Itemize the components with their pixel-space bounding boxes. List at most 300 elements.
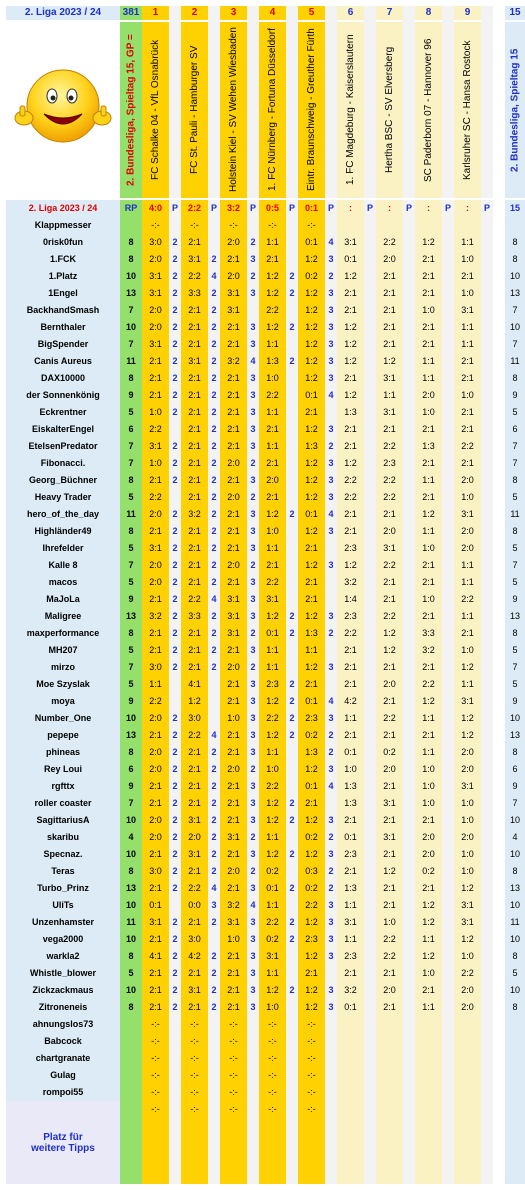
tip-points: 4 xyxy=(247,897,259,914)
tip-points xyxy=(403,965,415,982)
tip-cell: 2:1 xyxy=(298,591,325,608)
tip-cell: 1:1 xyxy=(454,336,481,353)
table-row xyxy=(6,438,518,455)
tip-points: 2 xyxy=(208,336,220,353)
tip-cell: 2:0 xyxy=(220,234,247,251)
player-name: hero_of_the_day xyxy=(6,506,120,523)
tip-points xyxy=(169,489,181,506)
tip-points: 3 xyxy=(247,982,259,999)
tip-cell: -:- xyxy=(298,1050,325,1067)
tip-cell: -:- xyxy=(220,217,247,234)
tip-points xyxy=(442,948,454,965)
tip-points xyxy=(481,1033,493,1050)
tip-points xyxy=(325,642,337,659)
tip-points xyxy=(364,438,376,455)
tip-cell: 2:1 xyxy=(220,387,247,404)
tip-points xyxy=(364,948,376,965)
tip-cell: 2:1 xyxy=(376,659,403,676)
tip-cell: 1:3 xyxy=(298,438,325,455)
tip-cell: -:- xyxy=(220,1067,247,1084)
last-points: 5 xyxy=(505,676,525,693)
tip-points xyxy=(364,217,376,234)
tip-cell: 2:1 xyxy=(415,727,442,744)
match-9: Karlsruher SC - Hansa Rostock xyxy=(454,22,481,198)
tip-cell: 2:1 xyxy=(376,302,403,319)
tip-points: 3 xyxy=(325,897,337,914)
tip-points xyxy=(286,540,298,557)
tip-points: 2 xyxy=(208,455,220,472)
tip-points xyxy=(286,523,298,540)
tip-points xyxy=(403,438,415,455)
match-7: Hertha BSC - SV Elversberg xyxy=(376,22,403,198)
tip-cell: 2:0 xyxy=(454,761,481,778)
tip-points xyxy=(286,438,298,455)
player-name: Zickzackmaus xyxy=(6,982,120,999)
rp-points: 11 xyxy=(120,506,142,523)
tip-cell: 2:2 xyxy=(376,472,403,489)
tip-cell xyxy=(376,1084,403,1101)
tip-points xyxy=(481,829,493,846)
tip-cell: 2:1 xyxy=(376,812,403,829)
tip-points xyxy=(364,472,376,489)
last-points: 5 xyxy=(505,489,525,506)
tip-points xyxy=(364,982,376,999)
player-name: MaJoLa xyxy=(6,591,120,608)
rp-points: 9 xyxy=(120,778,142,795)
tip-cell xyxy=(337,217,364,234)
tip-points: 3 xyxy=(247,999,259,1016)
tip-points xyxy=(169,676,181,693)
tip-points xyxy=(364,659,376,676)
tip-points xyxy=(286,863,298,880)
tip-points: 2 xyxy=(208,557,220,574)
tip-cell: -:- xyxy=(298,1016,325,1033)
tip-points xyxy=(481,302,493,319)
tip-cell: 2:1 xyxy=(181,863,208,880)
game-number-4: 4 xyxy=(259,6,286,20)
footer-tip-column xyxy=(454,1101,481,1184)
tip-cell xyxy=(337,1067,364,1084)
tip-cell xyxy=(376,1016,403,1033)
tip-cell: 1:1 xyxy=(454,676,481,693)
tip-points: 3 xyxy=(247,608,259,625)
last-points xyxy=(505,1067,525,1084)
game-number-6: 6 xyxy=(337,6,364,20)
tip-points xyxy=(481,744,493,761)
tip-points xyxy=(325,1016,337,1033)
tip-points xyxy=(403,353,415,370)
tip-cell: 2:0 xyxy=(142,251,169,268)
tip-points: 2 xyxy=(247,489,259,506)
tip-cell: 2:1 xyxy=(142,642,169,659)
tip-points: 2 xyxy=(208,812,220,829)
tip-cell: 2:0 xyxy=(454,982,481,999)
tip-cell: 2:2 xyxy=(181,727,208,744)
tip-points: 2 xyxy=(247,557,259,574)
last-points: 7 xyxy=(505,336,525,353)
tip-cell: -:- xyxy=(220,1016,247,1033)
tip-points: 2 xyxy=(286,285,298,302)
tip-cell: 2:1 xyxy=(142,846,169,863)
tip-points xyxy=(481,965,493,982)
tip-points xyxy=(325,404,337,421)
tip-points xyxy=(364,455,376,472)
tip-cell: 1:2 xyxy=(298,472,325,489)
tip-cell: 2:2 xyxy=(259,710,286,727)
tip-cell: 1:2 xyxy=(298,914,325,931)
tip-cell: 2:1 xyxy=(337,285,364,302)
tip-cell: 3:1 xyxy=(142,438,169,455)
tip-cell: 2:1 xyxy=(181,404,208,421)
tip-points xyxy=(364,965,376,982)
tip-cell: 1:2 xyxy=(298,812,325,829)
tip-cell: 2:0 xyxy=(454,999,481,1016)
tip-cell: 2:2 xyxy=(376,710,403,727)
tip-cell: 2:1 xyxy=(220,744,247,761)
tip-points xyxy=(481,608,493,625)
table-row xyxy=(6,659,518,676)
tip-points xyxy=(442,370,454,387)
footer-dash: -:- xyxy=(229,1104,238,1114)
tip-cell: -:- xyxy=(259,1033,286,1050)
tip-cell: 2:1 xyxy=(337,642,364,659)
tip-cell: 1:2 xyxy=(454,727,481,744)
tip-cell: 2:0 xyxy=(220,761,247,778)
tip-cell: 2:1 xyxy=(415,659,442,676)
tip-cell: 3:2 xyxy=(181,506,208,523)
tip-cell: 1:0 xyxy=(454,387,481,404)
last-points xyxy=(505,1016,525,1033)
tip-points: 3 xyxy=(247,880,259,897)
last-points: 10 xyxy=(505,982,525,999)
tip-cell: 3:0 xyxy=(142,234,169,251)
tip-cell: 1:1 xyxy=(259,540,286,557)
tip-points: 2 xyxy=(325,727,337,744)
tip-cell: 3:1 xyxy=(376,795,403,812)
subheader-p-6: P xyxy=(364,200,376,217)
tip-cell: 1:2 xyxy=(376,863,403,880)
table-row xyxy=(6,846,520,863)
platz-fuer-line1: Platz für xyxy=(43,1131,83,1143)
tip-points: 2 xyxy=(208,285,220,302)
tip-points: 3 xyxy=(325,455,337,472)
tip-cell: 0:2 xyxy=(298,268,325,285)
tip-points xyxy=(442,625,454,642)
table-row xyxy=(6,829,518,846)
game-number-7: 7 xyxy=(376,6,403,20)
tip-cell: 0:1 xyxy=(337,744,364,761)
tip-cell: 1:0 xyxy=(454,812,481,829)
tip-cell xyxy=(376,217,403,234)
tip-cell xyxy=(415,1050,442,1067)
tip-cell: 3:3 xyxy=(181,285,208,302)
tip-cell: 2:1 xyxy=(181,319,208,336)
rp-points: 7 xyxy=(120,336,142,353)
tip-cell xyxy=(337,1084,364,1101)
player-name: Bernthaler xyxy=(6,319,120,336)
tip-cell: 2:1 xyxy=(415,285,442,302)
player-name: Eckrentner xyxy=(6,404,120,421)
tip-cell: 2:1 xyxy=(415,574,442,591)
tip-cell: 1:2 xyxy=(298,302,325,319)
tip-points xyxy=(481,1016,493,1033)
tip-points xyxy=(169,897,181,914)
last-points: 5 xyxy=(505,574,525,591)
tip-cell: 2:0 xyxy=(220,489,247,506)
tip-points xyxy=(364,761,376,778)
tip-cell: 0:1 xyxy=(337,999,364,1016)
tip-cell: 1:2 xyxy=(415,914,442,931)
tip-points xyxy=(442,812,454,829)
tip-cell: -:- xyxy=(181,217,208,234)
table-row xyxy=(6,387,518,404)
tip-cell: 2:3 xyxy=(259,676,286,693)
footer-pts-column xyxy=(286,1101,298,1184)
player-name: MH207 xyxy=(6,642,120,659)
rp-points: 5 xyxy=(120,574,142,591)
match-5: Eintr. Braunschweig - Greuther Fürth xyxy=(298,22,325,198)
tip-cell: 3:3 xyxy=(181,608,208,625)
table-row xyxy=(6,1033,448,1050)
tip-cell: 2:0 xyxy=(142,319,169,336)
tip-cell: 2:2 xyxy=(376,438,403,455)
rp-points: 8 xyxy=(120,523,142,540)
tip-points xyxy=(481,863,493,880)
tip-points: 2 xyxy=(169,625,181,642)
tip-points: 3 xyxy=(325,931,337,948)
tip-points xyxy=(442,727,454,744)
tip-points: 2 xyxy=(208,625,220,642)
tip-cell: 2:2 xyxy=(454,965,481,982)
tip-cell: 3:2 xyxy=(415,642,442,659)
tip-cell: 2:1 xyxy=(220,795,247,812)
tip-cell: 2:1 xyxy=(181,659,208,676)
tip-points: 3 xyxy=(247,931,259,948)
tip-points xyxy=(442,489,454,506)
tip-cell: 2:1 xyxy=(181,421,208,438)
tip-points xyxy=(286,897,298,914)
tip-points: 2 xyxy=(208,251,220,268)
tip-points xyxy=(403,268,415,285)
rp-points: 7 xyxy=(120,455,142,472)
tip-points: 2 xyxy=(169,387,181,404)
tip-points xyxy=(442,659,454,676)
tip-points: 2 xyxy=(169,591,181,608)
tip-cell: 2:1 xyxy=(142,795,169,812)
tip-points xyxy=(442,1067,454,1084)
table-row xyxy=(6,693,518,710)
tip-points xyxy=(364,540,376,557)
tip-cell: 2:2 xyxy=(376,489,403,506)
tip-cell xyxy=(454,1050,481,1067)
tip-points xyxy=(325,540,337,557)
tip-points: 2 xyxy=(169,608,181,625)
tip-cell: 1:2 xyxy=(337,557,364,574)
subheader-result-8: : xyxy=(415,200,442,217)
last-points: 9 xyxy=(505,591,525,608)
tip-points xyxy=(403,387,415,404)
tip-cell: 1:1 xyxy=(454,574,481,591)
tip-cell: -:- xyxy=(259,1084,286,1101)
tip-points xyxy=(403,404,415,421)
tip-cell: -:- xyxy=(298,1033,325,1050)
tip-points xyxy=(403,999,415,1016)
tip-points: 3 xyxy=(247,846,259,863)
tip-points: 2 xyxy=(286,914,298,931)
tip-points: 2 xyxy=(286,812,298,829)
rp-points: 9 xyxy=(120,387,142,404)
pts-column-header-7 xyxy=(403,6,415,198)
tip-points: 2 xyxy=(169,659,181,676)
rp-points xyxy=(120,1067,142,1084)
table-row xyxy=(6,336,518,353)
tip-cell: 2:0 xyxy=(181,829,208,846)
tip-cell xyxy=(454,217,481,234)
tip-points xyxy=(364,897,376,914)
tip-points: 3 xyxy=(247,540,259,557)
tip-cell: 1:0 xyxy=(259,999,286,1016)
tip-cell: 1:0 xyxy=(415,540,442,557)
tip-points xyxy=(364,387,376,404)
tip-points xyxy=(364,880,376,897)
subheader-result-7: : xyxy=(376,200,403,217)
tip-cell: 2:0 xyxy=(142,812,169,829)
smiley-logo-icon xyxy=(6,22,120,198)
tip-cell: 2:1 xyxy=(181,557,208,574)
tip-points xyxy=(481,540,493,557)
tip-points xyxy=(481,897,493,914)
tip-points xyxy=(286,1033,298,1050)
tip-cell: 2:1 xyxy=(376,574,403,591)
tip-points xyxy=(208,1033,220,1050)
tip-points: 3 xyxy=(247,506,259,523)
game-number-5: 5 xyxy=(298,6,325,20)
table-row xyxy=(6,744,518,761)
tip-cell: -:- xyxy=(298,217,325,234)
tip-points: 3 xyxy=(247,591,259,608)
tip-cell: 3:1 xyxy=(142,268,169,285)
table-row xyxy=(6,608,520,625)
tip-points xyxy=(403,710,415,727)
last-points: 13 xyxy=(505,285,525,302)
table-row xyxy=(6,217,448,234)
tip-cell: -:- xyxy=(181,1033,208,1050)
tip-cell: 2:1 xyxy=(181,302,208,319)
game-number-3: 3 xyxy=(220,6,247,20)
rp-points: 8 xyxy=(120,744,142,761)
tip-cell: 2:1 xyxy=(415,251,442,268)
tip-points: 2 xyxy=(247,863,259,880)
tip-points: 2 xyxy=(286,727,298,744)
tip-points: 4 xyxy=(208,268,220,285)
tip-cell: 0:2 xyxy=(298,880,325,897)
tip-points xyxy=(481,1084,493,1101)
tip-points: 2 xyxy=(169,455,181,472)
tip-points xyxy=(403,421,415,438)
tip-cell: 1:2 xyxy=(298,370,325,387)
tip-points: 2 xyxy=(286,931,298,948)
tip-points: 2 xyxy=(208,404,220,421)
tip-cell: 2:0 xyxy=(376,676,403,693)
tip-cell: 2:1 xyxy=(181,965,208,982)
tip-cell: 3:1 xyxy=(220,285,247,302)
tip-cell: 1:0 xyxy=(337,761,364,778)
tip-cell: 1:1 xyxy=(454,319,481,336)
footer-block xyxy=(6,1101,448,1184)
subheader-result-6: : xyxy=(337,200,364,217)
tip-points xyxy=(364,421,376,438)
tip-points xyxy=(325,1084,337,1101)
tip-cell: 1:2 xyxy=(454,880,481,897)
tip-points xyxy=(364,302,376,319)
rp-points: 5 xyxy=(120,540,142,557)
rp-points: 13 xyxy=(120,880,142,897)
tip-cell: 2:1 xyxy=(181,438,208,455)
last-points: 6 xyxy=(505,421,525,438)
last-points: 11 xyxy=(505,506,525,523)
tip-cell: 2:0 xyxy=(454,472,481,489)
tip-cell: 2:1 xyxy=(298,676,325,693)
tip-cell: 0:2 xyxy=(298,727,325,744)
player-name: Specnaz. xyxy=(6,846,120,863)
tip-cell: 1:3 xyxy=(337,778,364,795)
tip-points xyxy=(442,251,454,268)
tip-cell: 2:2 xyxy=(259,387,286,404)
tip-points: 2 xyxy=(286,353,298,370)
tip-points xyxy=(286,1050,298,1067)
tip-cell: 1:2 xyxy=(298,557,325,574)
tip-cell: 1:1 xyxy=(298,642,325,659)
tip-points: 2 xyxy=(208,574,220,591)
tip-points: 3 xyxy=(247,523,259,540)
tip-points xyxy=(286,336,298,353)
tip-points xyxy=(442,421,454,438)
rp-points: 6 xyxy=(120,421,142,438)
tip-points: 2 xyxy=(169,319,181,336)
tip-points xyxy=(403,948,415,965)
tip-cell: 2:0 xyxy=(220,659,247,676)
platz-fuer-line2: weitere Tipps xyxy=(31,1142,95,1154)
footer-dash: -:- xyxy=(307,1104,316,1114)
tip-cell: 2:1 xyxy=(220,982,247,999)
rp-points xyxy=(120,1016,142,1033)
tip-points xyxy=(481,404,493,421)
tip-points xyxy=(247,302,259,319)
tip-cell: 2:0 xyxy=(220,557,247,574)
tip-points xyxy=(403,489,415,506)
tip-cell: 1:1 xyxy=(259,897,286,914)
player-name: Zitroneneis xyxy=(6,999,120,1016)
tip-points: 2 xyxy=(208,506,220,523)
tip-points: 2 xyxy=(286,319,298,336)
tip-points xyxy=(286,965,298,982)
tip-cell: 1:0 xyxy=(454,846,481,863)
tip-points xyxy=(403,1016,415,1033)
rp-points: 13 xyxy=(120,727,142,744)
tip-points xyxy=(442,999,454,1016)
tip-cell xyxy=(415,217,442,234)
rp-points xyxy=(120,217,142,234)
tip-points xyxy=(481,693,493,710)
tip-cell: 3:1 xyxy=(220,914,247,931)
tip-points xyxy=(403,676,415,693)
tip-points: 2 xyxy=(325,625,337,642)
tip-cell: 3:1 xyxy=(454,506,481,523)
tip-cell: 3:1 xyxy=(220,591,247,608)
tip-points xyxy=(403,1067,415,1084)
footer-pts-column xyxy=(364,1101,376,1184)
game-number-9: 9 xyxy=(454,6,481,20)
